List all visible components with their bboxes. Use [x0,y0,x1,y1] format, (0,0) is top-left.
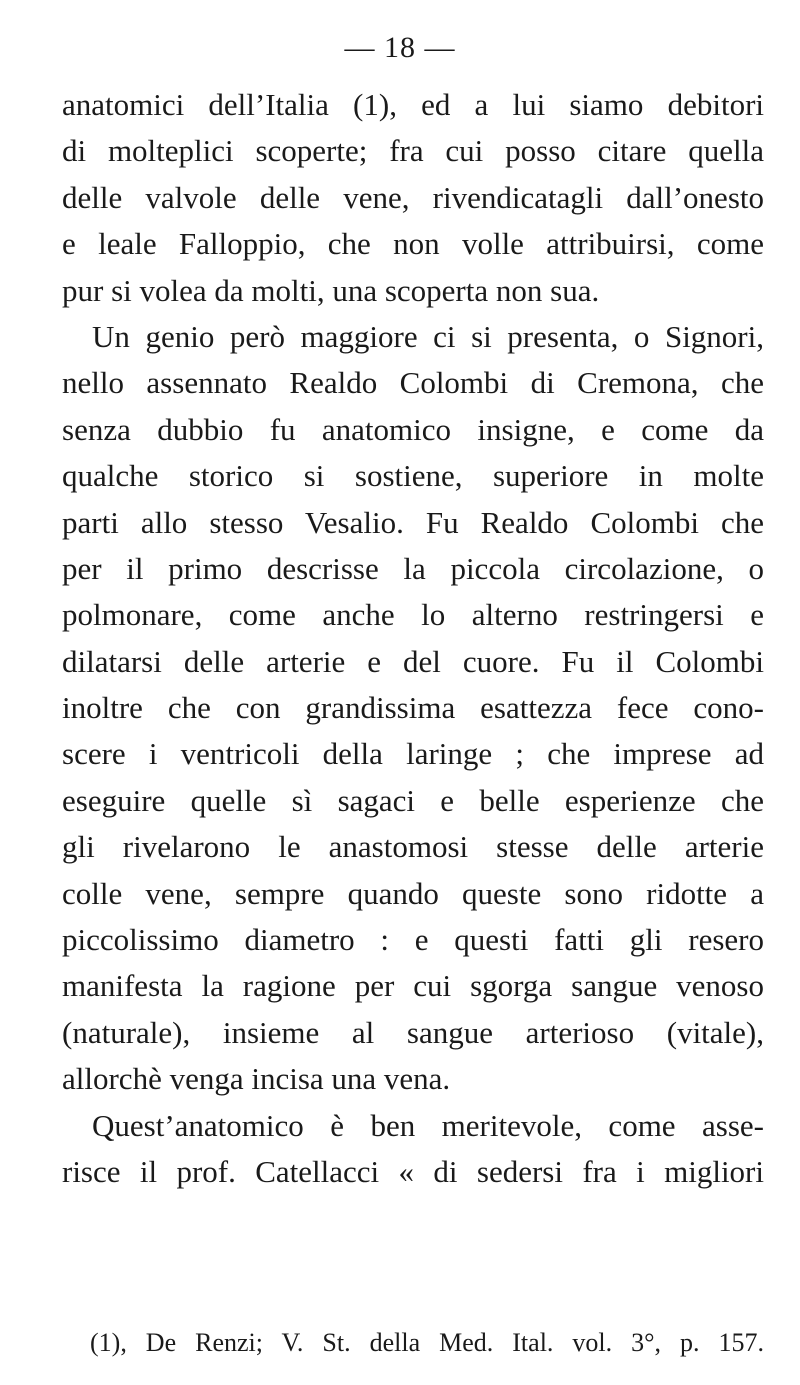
footnote: (1), De Renzi; V. St. della Med. Ital. vol. 3°, p. 157. [90,1328,764,1357]
text-line: e leale Falloppio, che non volle attribuirsi, come [62,226,764,262]
text-line: di molteplici scoperte; fra cui posso citare quella [62,133,764,169]
text-line: piccolissimo diametro : e questi fatti gli resero [62,922,764,958]
text-line: per il primo descrisse la piccola circolazione, o [62,550,764,586]
text-line: Un genio però maggiore ci si presenta, o Signori, [92,318,764,354]
text-line: senza dubbio fu anatomico insigne, e come da [62,411,764,447]
text-line: Quest’anatomico è ben meritevole, come asse- [92,1107,764,1143]
text-line: inoltre che con grandissima esattezza fece cono- [62,690,764,726]
text-line: eseguire quelle sì sagaci e belle esperienze che [62,782,764,818]
text-line: colle vene, sempre quando queste sono ridotte a [62,875,764,911]
text-line: nello assennato Realdo Colombi di Cremona, che [62,365,764,401]
text-line: polmonare, come anche lo alterno restringersi e [62,597,764,633]
text-line: risce il prof. Catellacci « di sedersi fra i migliori [62,1153,764,1189]
text-line: qualche storico si sostiene, superiore in molte [62,458,764,494]
text-line: pur si volea da molti, una scoperta non sua. [62,272,600,308]
text-line: allorchè venga incisa una vena. [62,1061,451,1097]
text-line: delle valvole delle vene, rivendicatagli dall’onesto [62,179,764,215]
body-text [62,82,764,1195]
text-line: scere i ventricoli della laringe ; che imprese ad [62,736,764,772]
text-line: (naturale), insieme al sangue arterioso (vitale), [62,1014,764,1050]
text-line: dilatarsi delle arterie e del cuore. Fu il Colombi [62,643,764,679]
text-line: anatomici dell’Italia (1), ed a lui siamo debitori [62,87,764,122]
text-line: gli rivelarono le anastomosi stesse delle arterie [62,829,764,865]
page-number-header: — 18 — [344,31,456,64]
text-line: manifesta la ragione per cui sgorga sangue venoso [62,968,764,1004]
text-line: parti allo stesso Vesalio. Fu Realdo Colombi che [62,504,764,540]
